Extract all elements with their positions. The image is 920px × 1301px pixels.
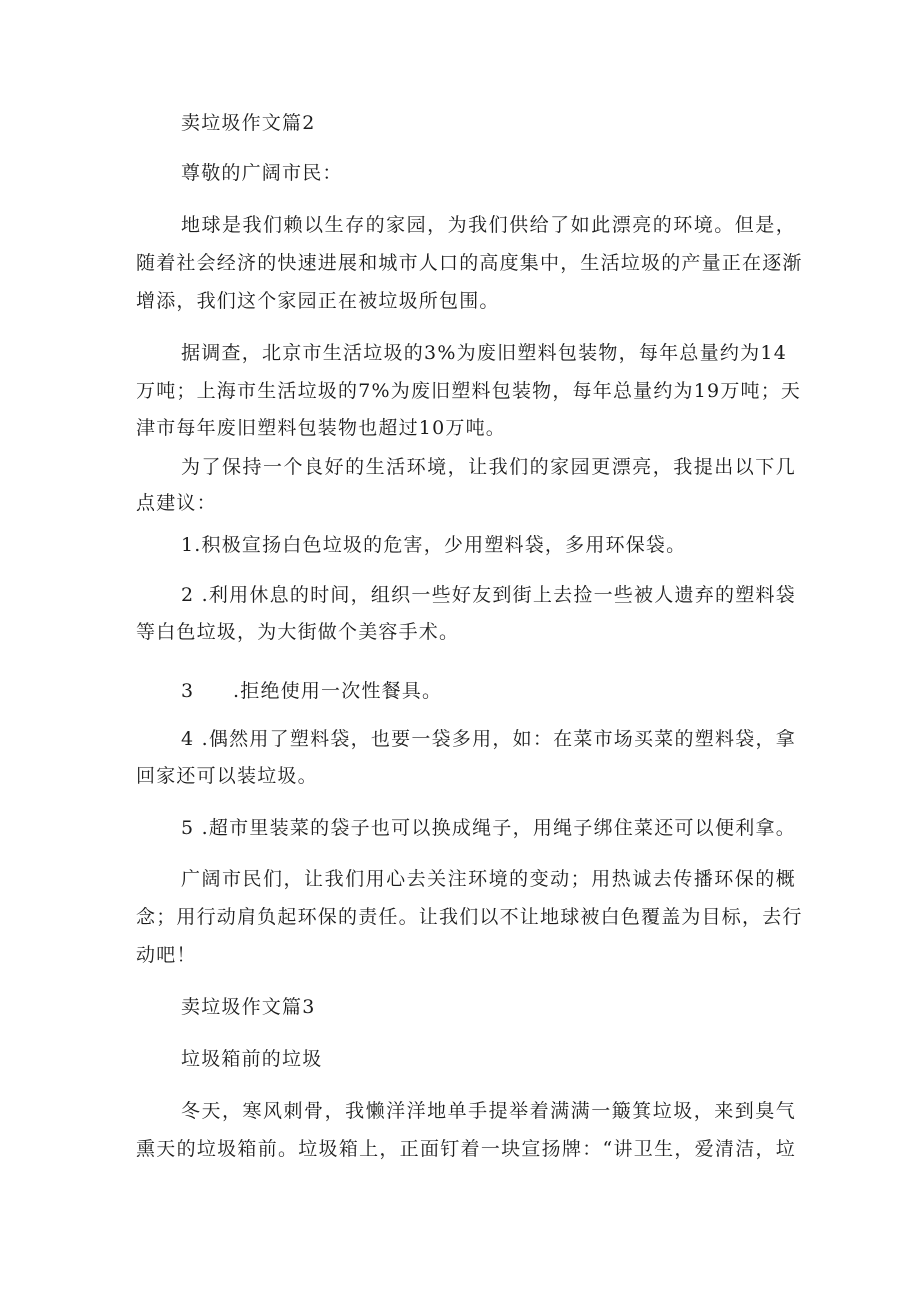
suggestion-item-5: 5 .超市里装菜的袋子也可以换成绳子，用绳子绑住菜还可以便利拿。 bbox=[181, 817, 796, 839]
paragraph-3-line-2: 点建议： bbox=[136, 492, 217, 514]
paragraph-5-line-2: 熏天的垃圾箱前。垃圾箱上，正面钉着一块宣扬牌：“讲卫生，爱清洁，垃 bbox=[136, 1138, 796, 1160]
section-heading-3: 卖垃圾作文篇3 bbox=[181, 996, 316, 1018]
suggestion-item-3-number: 3 bbox=[181, 680, 195, 702]
paragraph-5-line-1: 冬天，寒风刺骨，我懒洋洋地单手提举着满满一簸箕垃圾，来到臭气 bbox=[181, 1100, 796, 1122]
suggestion-item-4-line-1: 4 .偶然用了塑料袋，也要一袋多用，如：在菜市场买菜的塑料袋，拿 bbox=[181, 728, 796, 750]
paragraph-2-line-2: 万吨；上海市生活垃圾的7%为废旧塑料包装物，每年总量约为19万吨；天 bbox=[136, 380, 802, 402]
paragraph-1-line-1: 地球是我们赖以生存的家园，为我们供给了如此漂亮的环境。但是， bbox=[181, 214, 796, 236]
paragraph-4-line-2: 念；用行动肩负起环保的责任。让我们以不让地球被白色覆盖为目标，去行 bbox=[136, 906, 803, 928]
suggestion-item-1: 1.积极宣扬白色垃圾的危害，少用塑料袋，多用环保袋。 bbox=[181, 534, 687, 556]
paragraph-1-line-2: 随着社会经济的快速进展和城市人口的高度集中，生活垃圾的产量正在逐渐 bbox=[136, 252, 803, 274]
suggestion-item-3-text: .拒绝使用一次性餐具。 bbox=[233, 680, 443, 702]
paragraph-3-line-1: 为了保持一个良好的生活环境，让我们的家园更漂亮，我提出以下几 bbox=[181, 456, 796, 478]
paragraph-1-line-3: 增添，我们这个家园正在被垃圾所包围。 bbox=[136, 290, 500, 312]
suggestion-item-2-line-2: 等白色垃圾，为大街做个美容手术。 bbox=[136, 621, 460, 643]
paragraph-4-line-1: 广阔市民们，让我们用心去关注环境的变动；用热诚去传播环保的概 bbox=[181, 868, 796, 890]
paragraph-4-line-3: 动吧！ bbox=[136, 944, 197, 966]
paragraph-2-line-1: 据调查，北京市生活垃圾的3%为废旧塑料包装物，每年总量约为14 bbox=[181, 342, 787, 364]
paragraph-2-line-3: 津市每年废旧塑料包装物也超过10万吨。 bbox=[136, 417, 506, 439]
essay-subtitle: 垃圾箱前的垃圾 bbox=[181, 1048, 323, 1070]
suggestion-item-2-line-1: 2 .利用休息的时间，组织一些好友到街上去捡一些被人遗弃的塑料袋 bbox=[181, 584, 796, 606]
suggestion-item-3 bbox=[181, 676, 841, 706]
section-heading-2: 卖垃圾作文篇2 bbox=[181, 112, 316, 134]
suggestion-item-4-line-2: 回家还可以装垃圾。 bbox=[136, 765, 318, 787]
salutation: 尊敬的广阔市民： bbox=[181, 162, 343, 184]
